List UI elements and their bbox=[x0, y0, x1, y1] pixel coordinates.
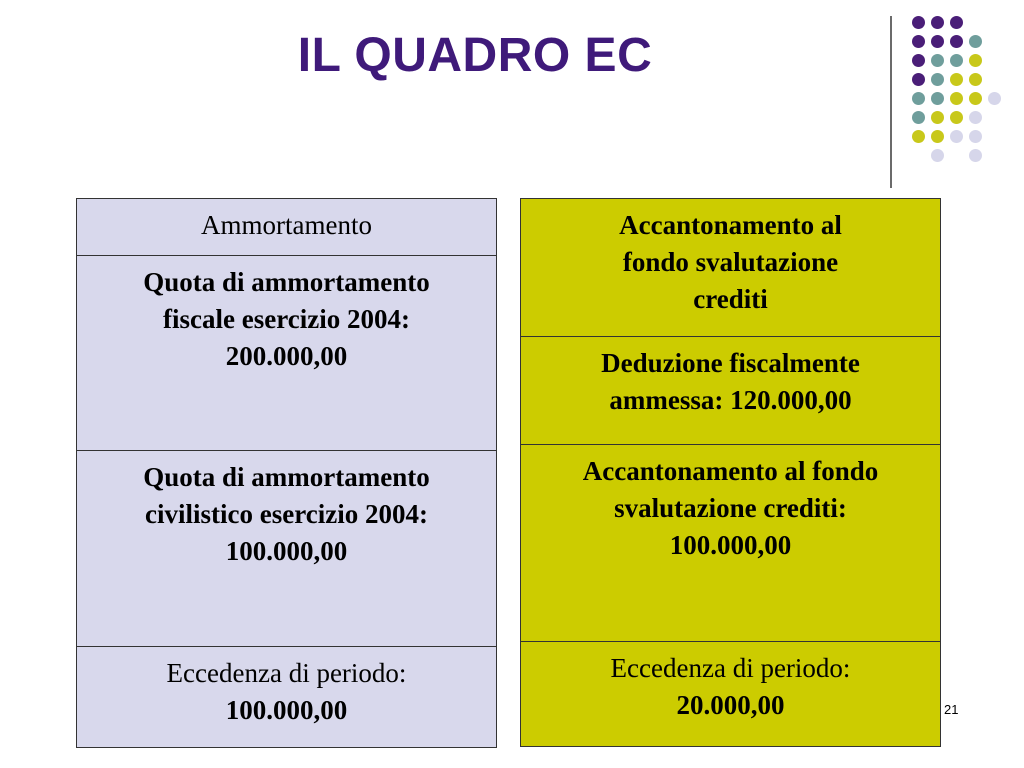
decor-dot bbox=[912, 54, 925, 67]
quota-civilistico-line2: civilistico esercizio 2004: bbox=[145, 498, 428, 529]
ammortamento-table bbox=[76, 198, 497, 748]
quota-civilistico-cell bbox=[77, 451, 497, 647]
decor-dot bbox=[912, 35, 925, 48]
decor-dot bbox=[912, 92, 925, 105]
decor-dot bbox=[931, 16, 944, 29]
accantonamento-fondo-value: 100.000,00 bbox=[669, 529, 792, 560]
decor-dot bbox=[969, 54, 982, 67]
decor-dot bbox=[950, 54, 963, 67]
decor-dot bbox=[950, 130, 963, 143]
decor-dot bbox=[931, 92, 944, 105]
quota-fiscale-line2: fiscale esercizio 2004: bbox=[163, 303, 410, 334]
quota-civilistico-line1: Quota di ammortamento bbox=[143, 462, 430, 492]
accantonamento-fondo-line1: Accantonamento al fondo bbox=[582, 456, 879, 486]
eccedenza-right-value: 20.000,00 bbox=[676, 689, 785, 720]
accantonamento-header-line1: Accantonamento al bbox=[619, 210, 842, 240]
accantonamento-header-line2: fondo svalutazione bbox=[622, 246, 839, 277]
eccedenza-right-cell bbox=[521, 642, 941, 747]
accantonamento-fondo-line2: svalutazione crediti: bbox=[614, 492, 847, 523]
accantonamento-header-cell bbox=[521, 199, 941, 337]
decor-dot bbox=[931, 149, 944, 162]
decor-dot bbox=[969, 92, 982, 105]
quota-fiscale-line1: Quota di ammortamento bbox=[143, 267, 430, 297]
decor-dot bbox=[988, 92, 1001, 105]
decor-dot bbox=[950, 35, 963, 48]
eccedenza-left-value: 100.000,00 bbox=[225, 694, 348, 725]
eccedenza-left-label: Eccedenza di periodo: bbox=[166, 658, 407, 688]
deduzione-line1: Deduzione fiscalmente bbox=[601, 348, 860, 378]
decor-dot bbox=[969, 35, 982, 48]
decor-dot bbox=[969, 111, 982, 124]
decor-dot bbox=[912, 130, 925, 143]
deduzione-cell bbox=[521, 337, 941, 445]
decor-dot bbox=[931, 111, 944, 124]
decor-dot bbox=[969, 130, 982, 143]
decor-dot bbox=[912, 111, 925, 124]
decor-dot bbox=[931, 73, 944, 86]
decor-dot bbox=[950, 111, 963, 124]
deduzione-line2: ammessa: 120.000,00 bbox=[609, 384, 852, 415]
decor-dot bbox=[931, 54, 944, 67]
decor-dot bbox=[950, 16, 963, 29]
quota-fiscale-value: 200.000,00 bbox=[225, 340, 348, 371]
quota-civilistico-value: 100.000,00 bbox=[225, 535, 348, 566]
decor-dot bbox=[969, 73, 982, 86]
page-number: 21 bbox=[944, 702, 959, 717]
ammortamento-header-cell bbox=[77, 199, 497, 256]
decor-dot bbox=[912, 73, 925, 86]
decorative-dot-grid bbox=[0, 0, 1024, 200]
decor-dot bbox=[969, 149, 982, 162]
decor-dot bbox=[912, 16, 925, 29]
decor-dot bbox=[931, 130, 944, 143]
accantonamento-header-line3: crediti bbox=[693, 283, 768, 314]
accantonamento-fondo-cell bbox=[521, 445, 941, 642]
quota-fiscale-cell bbox=[77, 256, 497, 451]
ammortamento-header: Ammortamento bbox=[201, 210, 372, 240]
slide-title: IL QUADRO EC bbox=[297, 29, 653, 82]
decor-dot bbox=[931, 35, 944, 48]
accantonamento-table bbox=[520, 198, 941, 747]
eccedenza-left-cell bbox=[77, 647, 497, 748]
eccedenza-right-label: Eccedenza di periodo: bbox=[610, 653, 851, 683]
decor-dot bbox=[950, 73, 963, 86]
decor-dot bbox=[950, 92, 963, 105]
